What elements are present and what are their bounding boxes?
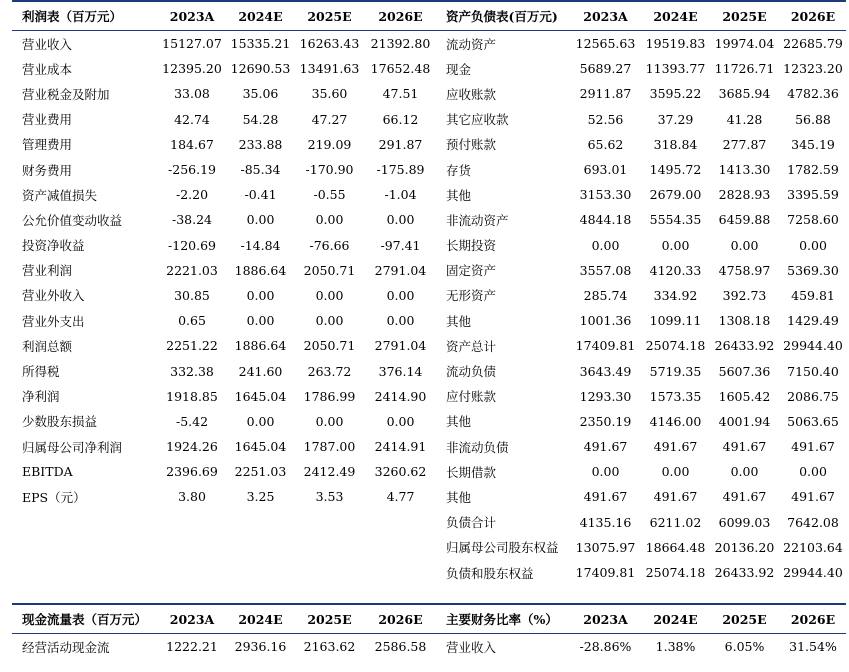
cell-value: 12323.20: [783, 61, 843, 77]
cell-value: -97.41: [380, 237, 421, 253]
cell-value: 15127.07: [162, 36, 222, 52]
cell-value: 2251.22: [166, 338, 218, 354]
year-header: 2024E: [238, 8, 283, 24]
cell-value: 7642.08: [787, 514, 839, 530]
cell-value: 3595.22: [649, 86, 702, 102]
cell-value: 1787.00: [303, 439, 356, 455]
cell-value: 491.67: [722, 489, 767, 505]
cell-value: 1786.99: [303, 388, 356, 404]
table-row: [12, 634, 846, 660]
year-header: 2023A: [583, 8, 628, 24]
cell-value: 1001.36: [579, 313, 632, 329]
row-label: 经营活动现金流: [22, 639, 110, 655]
row-label: 资产总计: [446, 338, 497, 354]
row-label: 少数股东损益: [22, 414, 98, 430]
cell-value: 17409.81: [575, 338, 636, 354]
year-header: 2025E: [722, 611, 767, 627]
cell-value: 0.00: [246, 313, 275, 329]
table-row: [12, 258, 846, 283]
cell-value: 3395.59: [787, 187, 839, 203]
cell-value: 491.67: [583, 489, 628, 505]
cell-value: 2828.93: [718, 187, 771, 203]
cell-value: 345.19: [791, 136, 835, 152]
cell-value: -5.42: [175, 413, 209, 429]
year-header: 2023A: [169, 611, 215, 627]
table-row: [12, 333, 846, 358]
cell-value: -2.20: [175, 187, 209, 203]
cell-value: 0.00: [315, 313, 344, 329]
cell-value: 47.51: [382, 86, 419, 102]
row-label: 其他: [446, 414, 472, 430]
cell-value: 1924.26: [166, 439, 218, 455]
cell-value: 6211.02: [649, 514, 702, 530]
table-row: [12, 358, 846, 383]
cell-value: 3.25: [246, 489, 275, 505]
cell-value: 2911.87: [579, 86, 632, 102]
cell-value: 2163.62: [303, 639, 356, 655]
row-label: 营业收入: [22, 36, 73, 52]
row-label: 其他: [446, 313, 472, 329]
cell-value: 184.67: [170, 136, 214, 152]
cell-value: 12565.63: [575, 36, 636, 52]
row-label: 归属母公司净利润: [22, 439, 123, 455]
cell-value: [227, 510, 294, 535]
cell-value: 26433.92: [714, 338, 775, 354]
year-header: 2026E: [790, 8, 836, 24]
cell-value: -14.84: [240, 237, 281, 253]
cell-value: 12395.20: [162, 61, 222, 77]
cell-value: 19974.04: [714, 36, 775, 52]
cell-value: 13491.63: [299, 61, 360, 77]
row-label: 固定资产: [446, 263, 497, 279]
row-label: 所得税: [22, 364, 60, 380]
cell-value: 18664.48: [645, 539, 706, 555]
cell-value: 4782.36: [787, 86, 839, 102]
cell-value: 29944.40: [783, 338, 843, 354]
year-header: 2025E: [722, 8, 767, 24]
cell-value: 5719.35: [649, 363, 702, 379]
table-row: [12, 459, 846, 484]
cell-value: 392.73: [722, 287, 767, 303]
cell-value: 1645.04: [234, 439, 287, 455]
table-header: [12, 604, 846, 634]
cell-value: 65.62: [587, 136, 624, 152]
cell-value: 0.00: [730, 237, 759, 253]
table-income-balance: [12, 0, 846, 585]
cell-value: -175.89: [376, 162, 425, 178]
cell-value: 2050.71: [303, 338, 356, 354]
cell-value: 459.81: [791, 287, 835, 303]
cell-value: 1308.18: [718, 313, 771, 329]
cell-value: 11726.71: [714, 61, 775, 77]
cell-value: 22685.79: [783, 36, 843, 52]
cell-value: 0.00: [591, 464, 620, 480]
cell-value: 219.09: [307, 136, 352, 152]
cell-value: [157, 560, 227, 585]
row-label: EBITDA: [22, 464, 73, 480]
row-label: 营业收入: [446, 639, 497, 655]
cell-value: 29944.40: [783, 565, 843, 581]
cell-value: 12690.53: [230, 61, 291, 77]
cell-value: 3260.62: [374, 464, 427, 480]
cell-value: 491.67: [791, 489, 835, 505]
row-label: 公允价值变动收益: [22, 212, 123, 228]
cell-value: 6099.03: [718, 514, 771, 530]
row-label: 营业利润: [22, 263, 73, 279]
table-spacer: [12, 585, 846, 603]
cell-value: 35.60: [311, 86, 348, 102]
cell-value: 0.00: [386, 313, 415, 329]
cell-value: 0.00: [315, 212, 344, 228]
cell-value: 2050.71: [303, 262, 356, 278]
cell-value: 2586.58: [374, 639, 427, 655]
row-label: 预付账款: [446, 137, 497, 153]
cell-value: -76.66: [309, 237, 350, 253]
table-cashflow-ratios-body: [12, 604, 846, 659]
cell-value: 0.00: [246, 287, 275, 303]
row-label: 营业费用: [22, 112, 73, 128]
row-label: 长期投资: [446, 238, 497, 254]
cell-value: 37.29: [657, 111, 694, 127]
row-label: [12, 510, 157, 535]
table-income-balance-body: [12, 1, 846, 585]
cashflow-statement-title: 现金流量表（百万元）: [22, 612, 148, 628]
year-header: 2024E: [238, 611, 283, 627]
cell-value: 0.00: [246, 413, 275, 429]
cell-value: 491.67: [791, 439, 835, 455]
cell-value: 25074.18: [645, 565, 706, 581]
cell-value: 7258.60: [787, 212, 839, 228]
cell-value: 0.00: [246, 212, 275, 228]
row-label: [12, 535, 157, 560]
table-row: [12, 31, 846, 57]
year-header: 2023A: [583, 611, 628, 627]
row-label: 归属母公司股东权益: [446, 540, 559, 556]
cell-value: 5554.35: [649, 212, 702, 228]
table-row: [12, 484, 846, 509]
row-label: 长期借款: [446, 464, 497, 480]
row-label: 其它应收款: [446, 112, 509, 128]
cell-value: 1413.30: [718, 162, 771, 178]
cell-value: 4758.97: [718, 262, 771, 278]
table-cashflow-ratios: [12, 603, 846, 659]
cell-value: 54.28: [242, 111, 279, 127]
cell-value: 0.00: [315, 413, 344, 429]
cell-value: 4146.00: [649, 413, 702, 429]
cell-value: [157, 510, 227, 535]
row-label: 无形资产: [446, 288, 497, 304]
cell-value: 1.38%: [655, 639, 696, 655]
row-label: 其他: [446, 187, 472, 203]
cell-value: 1222.21: [166, 639, 218, 655]
cell-value: 1645.04: [234, 388, 287, 404]
row-label: 净利润: [22, 389, 60, 405]
cell-value: 0.00: [799, 464, 827, 480]
row-label: 营业成本: [22, 61, 73, 77]
cell-value: -0.55: [313, 187, 346, 203]
table-row: [12, 434, 846, 459]
cell-value: 4120.33: [649, 262, 702, 278]
year-header: 2025E: [307, 611, 352, 627]
cell-value: 17409.81: [575, 565, 636, 581]
cell-value: 0.00: [386, 287, 415, 303]
cell-value: [294, 560, 365, 585]
cell-value: 2414.91: [374, 439, 427, 455]
row-label: 负债合计: [446, 515, 497, 531]
cell-value: 1293.30: [579, 388, 632, 404]
cell-value: 3.53: [315, 489, 344, 505]
year-header: 2023A: [169, 8, 215, 24]
row-label: 流动负债: [446, 364, 497, 380]
cell-value: 5369.30: [787, 262, 839, 278]
cell-value: 0.00: [730, 464, 759, 480]
cell-value: 4844.18: [579, 212, 632, 228]
table-row: [12, 233, 846, 258]
cell-value: 0.65: [178, 313, 206, 329]
cell-value: 26433.92: [714, 565, 775, 581]
cell-value: 2086.75: [787, 388, 839, 404]
cell-value: 1099.11: [649, 313, 702, 329]
row-label: 营业外支出: [22, 313, 85, 329]
row-label: 营业外收入: [22, 288, 85, 304]
cell-value: [157, 535, 227, 560]
table-row: [12, 409, 846, 434]
cell-value: -256.19: [168, 162, 216, 178]
cell-value: 15335.21: [230, 36, 291, 52]
row-label: 现金: [446, 61, 472, 77]
row-label: 存货: [446, 162, 472, 178]
cell-value: [227, 535, 294, 560]
table-row: [12, 535, 846, 560]
row-label: 应付账款: [446, 389, 497, 405]
cell-value: 0.00: [386, 413, 415, 429]
cell-value: 491.67: [653, 489, 698, 505]
cell-value: 52.56: [587, 111, 624, 127]
row-label: 管理费用: [22, 137, 73, 153]
row-label: 其他: [446, 489, 472, 505]
cell-value: 291.87: [378, 136, 423, 152]
row-label: 非流动负债: [446, 439, 509, 455]
cell-value: 1429.49: [787, 313, 839, 329]
row-label: 投资净收益: [22, 238, 85, 254]
cell-value: [365, 510, 436, 535]
year-header: 2025E: [307, 8, 352, 24]
table-row: [12, 132, 846, 157]
cell-value: 35.06: [242, 86, 279, 102]
balance-sheet-title: 资产负债表(百万元): [446, 9, 558, 24]
cell-value: 3.80: [178, 489, 206, 505]
row-label: 财务费用: [22, 162, 73, 178]
cell-value: [365, 535, 436, 560]
row-label: EPS（元）: [22, 489, 86, 505]
cell-value: 1495.72: [649, 162, 702, 178]
cell-value: 491.67: [583, 439, 628, 455]
cell-value: 11393.77: [645, 61, 706, 77]
row-label: 负债和股东权益: [446, 565, 534, 581]
cell-value: -0.41: [244, 187, 277, 203]
cell-value: 31.54%: [789, 639, 837, 655]
row-label: 流动资产: [446, 36, 497, 52]
cell-value: 491.67: [722, 439, 767, 455]
cell-value: 41.28: [726, 111, 763, 127]
cell-value: 17652.48: [370, 61, 431, 77]
cell-value: 30.85: [174, 287, 210, 303]
cell-value: 1918.85: [166, 388, 218, 404]
cell-value: 19519.83: [645, 36, 706, 52]
cell-value: 25074.18: [645, 338, 706, 354]
table-row: [12, 56, 846, 81]
year-header: 2026E: [378, 611, 423, 627]
cell-value: 285.74: [583, 287, 628, 303]
cell-value: [365, 560, 436, 585]
cell-value: 0.00: [661, 237, 690, 253]
cell-value: 56.88: [795, 111, 831, 127]
cell-value: 4001.94: [718, 413, 771, 429]
cell-value: 0.00: [661, 464, 690, 480]
table-row: [12, 308, 846, 333]
cell-value: 2791.04: [374, 262, 427, 278]
row-label: 利润总额: [22, 338, 73, 354]
cell-value: -28.86%: [579, 639, 632, 655]
cell-value: -38.24: [171, 212, 212, 228]
cell-value: 1886.64: [234, 338, 287, 354]
cell-value: 0.00: [386, 212, 415, 228]
cell-value: 0.00: [315, 287, 344, 303]
cell-value: 3643.49: [579, 363, 632, 379]
cell-value: 13075.97: [575, 539, 636, 555]
cell-value: 7150.40: [787, 363, 839, 379]
cell-value: 2679.00: [649, 187, 702, 203]
cell-value: -1.04: [384, 187, 417, 203]
cell-value: 318.84: [653, 136, 698, 152]
cell-value: 2251.03: [234, 464, 287, 480]
financial-ratios-title: 主要财务比率（%）: [446, 612, 558, 628]
cell-value: 0.00: [591, 237, 620, 253]
cell-value: 1605.42: [718, 388, 771, 404]
cell-value: 263.72: [307, 363, 352, 379]
cell-value: 1886.64: [234, 262, 287, 278]
row-label: 应收账款: [446, 86, 497, 102]
cell-value: 2791.04: [374, 338, 427, 354]
row-label: 营业税金及附加: [22, 86, 110, 102]
table-row: [12, 283, 846, 308]
cell-value: 6459.88: [718, 212, 771, 228]
table-row: [12, 207, 846, 232]
cell-value: 1573.35: [649, 388, 702, 404]
cell-value: 2414.90: [374, 388, 427, 404]
cell-value: 2936.16: [234, 639, 287, 655]
cell-value: [294, 510, 365, 535]
cell-value: 3685.94: [718, 86, 771, 102]
cell-value: 2221.03: [166, 262, 218, 278]
year-header: 2024E: [653, 8, 698, 24]
row-label: 非流动资产: [446, 212, 509, 228]
cell-value: 334.92: [653, 287, 698, 303]
table-row: [12, 560, 846, 585]
row-label: 资产减值损失: [22, 187, 98, 203]
year-header: 2026E: [378, 8, 423, 24]
cell-value: 2412.49: [303, 464, 356, 480]
cell-value: 277.87: [722, 136, 767, 152]
cell-value: 233.88: [238, 136, 283, 152]
cell-value: -85.34: [240, 162, 281, 178]
cell-value: 20136.20: [714, 539, 775, 555]
cell-value: 4.77: [386, 489, 415, 505]
year-header: 2024E: [653, 611, 698, 627]
cell-value: 47.27: [311, 111, 348, 127]
cell-value: 2396.69: [166, 464, 218, 480]
row-label: [12, 560, 157, 585]
cell-value: 16263.43: [299, 36, 360, 52]
cell-value: 5607.36: [718, 363, 771, 379]
cell-value: 33.08: [174, 86, 210, 102]
year-header: 2026E: [790, 611, 836, 627]
table-row: [12, 157, 846, 182]
income-statement-title: 利润表（百万元）: [22, 9, 123, 24]
cell-value: 332.38: [170, 363, 214, 379]
cell-value: 491.67: [653, 439, 698, 455]
cell-value: 21392.80: [370, 36, 431, 52]
cell-value: 6.05%: [724, 639, 765, 655]
cell-value: [294, 535, 365, 560]
cell-value: 3153.30: [579, 187, 632, 203]
financial-tables: [12, 0, 846, 659]
cell-value: 42.74: [174, 111, 210, 127]
cell-value: -170.90: [305, 162, 354, 178]
cell-value: 66.12: [382, 111, 419, 127]
cell-value: 1782.59: [787, 162, 839, 178]
table-row: [12, 384, 846, 409]
table-row: [12, 182, 846, 207]
cell-value: 4135.16: [579, 514, 632, 530]
cell-value: 3557.08: [579, 262, 632, 278]
cell-value: 5063.65: [787, 413, 839, 429]
table-row: [12, 107, 846, 132]
cell-value: 22103.64: [783, 539, 843, 555]
table-row: [12, 81, 846, 106]
cell-value: [227, 560, 294, 585]
cell-value: 2350.19: [579, 413, 632, 429]
table-header: [12, 1, 846, 31]
cell-value: 376.14: [378, 363, 423, 379]
cell-value: -120.69: [168, 237, 216, 253]
cell-value: 693.01: [583, 162, 628, 178]
cell-value: 0.00: [799, 237, 827, 253]
cell-value: 5689.27: [579, 61, 632, 77]
table-row: [12, 510, 846, 535]
cell-value: 241.60: [238, 363, 283, 379]
